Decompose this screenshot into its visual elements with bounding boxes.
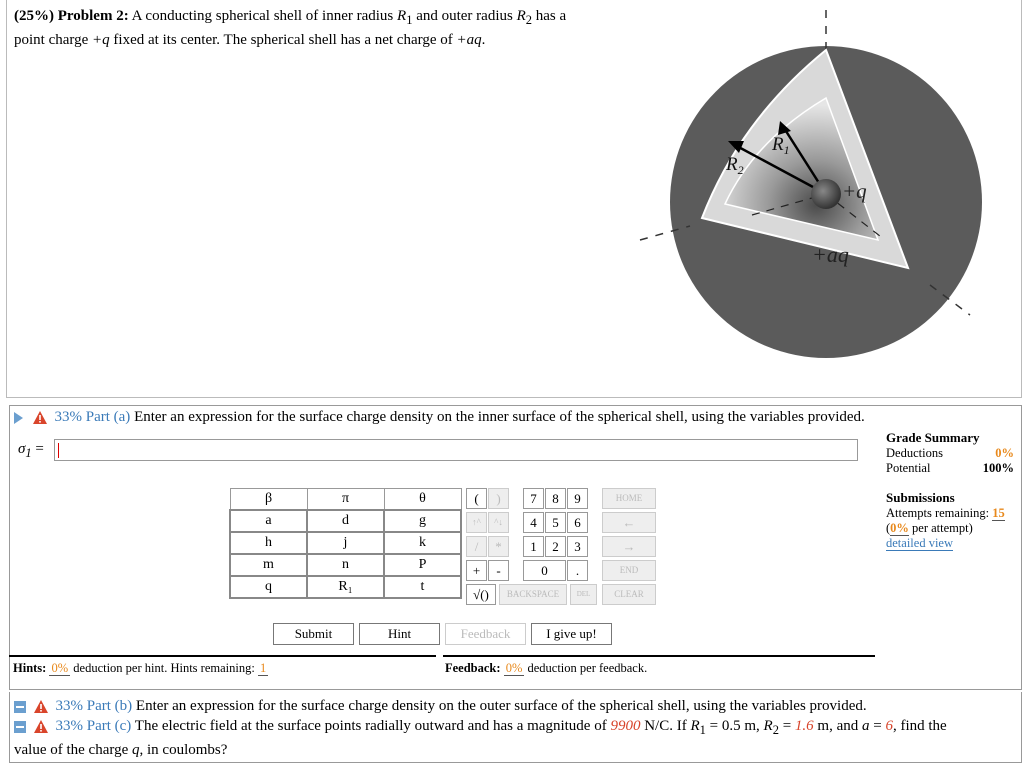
aq-label: +aq	[812, 242, 849, 267]
key-2[interactable]: 2	[545, 536, 566, 557]
expand-triangle-icon[interactable]	[14, 412, 23, 424]
warning-icon	[34, 720, 48, 733]
key-close-paren[interactable]: )	[488, 488, 509, 509]
answer-label: $\sigma_1$ =	[18, 441, 44, 460]
later-parts	[9, 692, 1022, 763]
key-8[interactable]: 8	[545, 488, 566, 509]
part-a-header: 33% Part (a) Enter an expression for the surface charge density on the inner surface of the spherical shell, using the variables provided.	[14, 409, 865, 426]
submit-button[interactable]: Submit	[273, 623, 354, 645]
key-6[interactable]: 6	[567, 512, 588, 533]
key-3[interactable]: 3	[567, 536, 588, 557]
hints-bar: Hints: 0% deduction per hint. Hints remaining: 1	[9, 655, 436, 690]
key-d[interactable]: d	[307, 510, 384, 532]
key-a[interactable]: a	[230, 510, 307, 532]
part-c-header[interactable]: 33% Part (c) The electric field at the surface points radially outward and has a magnitude of 9900 N/C. If $R_1 = 0.5$ m, $R_2 = 1.6$ m, and a = 6, find the	[14, 716, 1017, 740]
key-t[interactable]: t	[384, 576, 461, 598]
key-4[interactable]: 4	[523, 512, 544, 533]
key-m[interactable]: m	[230, 554, 307, 576]
key-home[interactable]: HOME	[602, 488, 656, 509]
problem-statement: (25%) Problem 2: A conducting spherical shell of inner radius $R_1$ and outer radius $R_2$ has a point charge +q fixed at its center. The spherical shell has a net charge of +aq.	[14, 8, 567, 48]
key-dot[interactable]: .	[567, 560, 588, 581]
detailed-view-link[interactable]: detailed view	[886, 536, 953, 550]
key-sqrt[interactable]: √()	[466, 584, 496, 605]
key-n[interactable]: n	[307, 554, 384, 576]
key-backspace[interactable]: BACKSPACE	[499, 584, 567, 605]
answer-input[interactable]	[54, 439, 858, 461]
collapse-icon[interactable]	[14, 721, 26, 733]
key-theta[interactable]: θ	[384, 489, 461, 511]
hint-button[interactable]: Hint	[359, 623, 440, 645]
key-1[interactable]: 1	[523, 536, 544, 557]
feedback-button[interactable]: Feedback	[445, 623, 526, 645]
r2-label: $R_2$	[726, 154, 744, 177]
key-R1[interactable]: R₁	[307, 576, 384, 598]
r1-label: $R_1$	[772, 134, 790, 157]
text-caret	[58, 443, 59, 458]
q-label: +q	[842, 179, 867, 203]
key-0[interactable]: 0	[523, 560, 566, 581]
feedback-bar: Feedback: 0% deduction per feedback.	[443, 655, 875, 690]
key-beta[interactable]: β	[230, 489, 307, 511]
key-star[interactable]: *	[488, 536, 509, 557]
shell-figure	[630, 0, 1020, 395]
key-5[interactable]: 5	[545, 512, 566, 533]
key-q[interactable]: q	[230, 576, 307, 598]
variable-keypad	[229, 488, 462, 599]
key-right-arrow[interactable]: →	[602, 536, 656, 557]
key-clear[interactable]: CLEAR	[602, 584, 656, 605]
key-slash[interactable]: /	[466, 536, 487, 557]
key-P[interactable]: P	[384, 554, 461, 576]
grade-summary: Grade Summary Deductions 0% Potential 100% Submissions Attempts remaining: 15 (0% per attempt) detailed view	[886, 430, 1014, 550]
key-g[interactable]: g	[384, 510, 461, 532]
key-9[interactable]: 9	[567, 488, 588, 509]
part-b-header[interactable]: 33% Part (b) Enter an expression for the surface charge density on the outer surface of the spherical shell, using the variables provided.	[14, 696, 1017, 716]
key-up[interactable]: ↑^	[466, 512, 487, 533]
key-plus[interactable]: +	[466, 560, 487, 581]
key-end[interactable]: END	[602, 560, 656, 581]
collapse-icon[interactable]	[14, 701, 26, 713]
key-j[interactable]: j	[307, 532, 384, 554]
warning-icon	[34, 700, 48, 713]
key-down[interactable]: ^↓	[488, 512, 509, 533]
key-left-arrow[interactable]: ←	[602, 512, 656, 533]
key-7[interactable]: 7	[523, 488, 544, 509]
key-minus[interactable]: -	[488, 560, 509, 581]
key-k[interactable]: k	[384, 532, 461, 554]
key-pi[interactable]: π	[307, 489, 384, 511]
part-c-line2: value of the charge q, in coulombs?	[14, 742, 228, 758]
key-h[interactable]: h	[230, 532, 307, 554]
key-open-paren[interactable]: (	[466, 488, 487, 509]
key-del[interactable]: DEL	[570, 584, 597, 605]
warning-icon	[33, 411, 47, 424]
give-up-button[interactable]: I give up!	[531, 623, 612, 645]
